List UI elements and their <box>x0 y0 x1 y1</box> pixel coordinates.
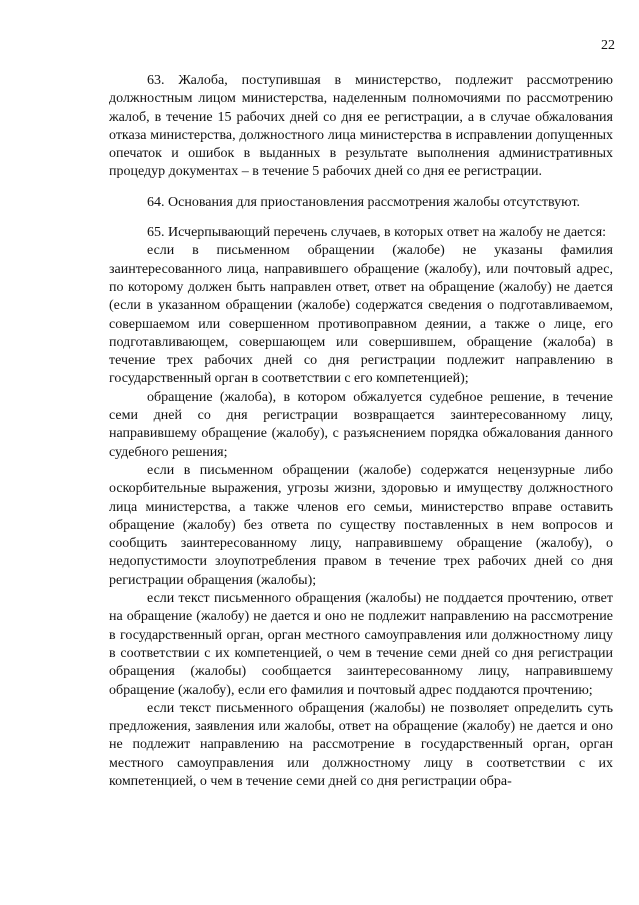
page-number: 22 <box>601 38 615 53</box>
list-item: если текст письменного обращения (жалобы) не позволяет определить суть предложения, заявления или жалобы, ответ на обращение (жалобу) не дается и оно не подлежит направлению на рассмотрение в государственный орган, орган местного самоуправления или должностному лицу в соответствии с их компетенцией, о чем в течение семи дней со дня регистрации обра- <box>109 700 613 789</box>
list-item: если в письменном обращении (жалобе) содержатся нецензурные либо оскорбительные выражения, угрозы жизни, здоровью и имуществу должностного лица министерства, а также членов его семьи, министерство вправе оставить обращение (жалобу) без ответа по существу поставленных в нем вопросов и сообщить заинтересованному лицу, направившему обращение (жалобу), о недопустимости злоупотребления правом в течение трех рабочих дней со дня регистрации обращения (жалобы); <box>109 462 613 588</box>
paragraph-65: 65. Исчерпывающий перечень случаев, в которых ответ на жалобу не дается: <box>147 225 607 241</box>
paragraph-63: 63. Жалоба, поступившая в министерство, подлежит рассмотрению должностным лицом министерства, наделенным полномочиями по рассмотрению жалоб, в течение 15 рабочих дней со дня ее регистрации, а в случае обжалования отказа министерства, должностного лица министерства в исправлении допущенных опечаток и ошибок в выданных в результате выполнения административных процедур документах – в течение 5 рабочих дней со дня ее регистрации. <box>109 73 613 180</box>
list-item: если текст письменного обращения (жалобы) не поддается прочтению, ответ на обращение (жалобу) не дается и оно не подлежит направлению на рассмотрение в государственный орган, орган местного самоуправления или должностному лицу в соответствии с их компетенцией, о чем в течение семи дней со дня регистрации обращения (жалобы) сообщается заинтересованному лицу, направившему обращение (жалобу), если его фамилия и почтовый адрес поддаются прочтению; <box>109 591 613 698</box>
document-body <box>109 72 613 791</box>
paragraph-64: 64. Основания для приостановления рассмотрения жалобы отсутствуют. <box>147 194 581 210</box>
list-item: если в письменном обращении (жалобе) не указаны фамилия заинтересованного лица, направившего обращение (жалобу), или почтовый адрес, по которому должен быть направлен ответ, ответ на обращение (жалобу) не дается (если в указанном обращении (жалобе) содержатся сведения о подготавливаемом, совершаемом или совершенном противоправном деянии, а также о лице, его подготавливающем, совершающем или совершившем, обращение (жалоба) в течение трех рабочих дней со дня регистрации подлежит направлению в государственный орган в соответствии с его компетенцией); <box>109 243 613 387</box>
list-item: обращение (жалоба), в котором обжалуется судебное решение, в течение семи дней со дня регистрации возвращается заинтересованному лицу, направившему обращение (жалобу), с разъяснением порядка обжалования данного судебного решения; <box>109 389 613 460</box>
